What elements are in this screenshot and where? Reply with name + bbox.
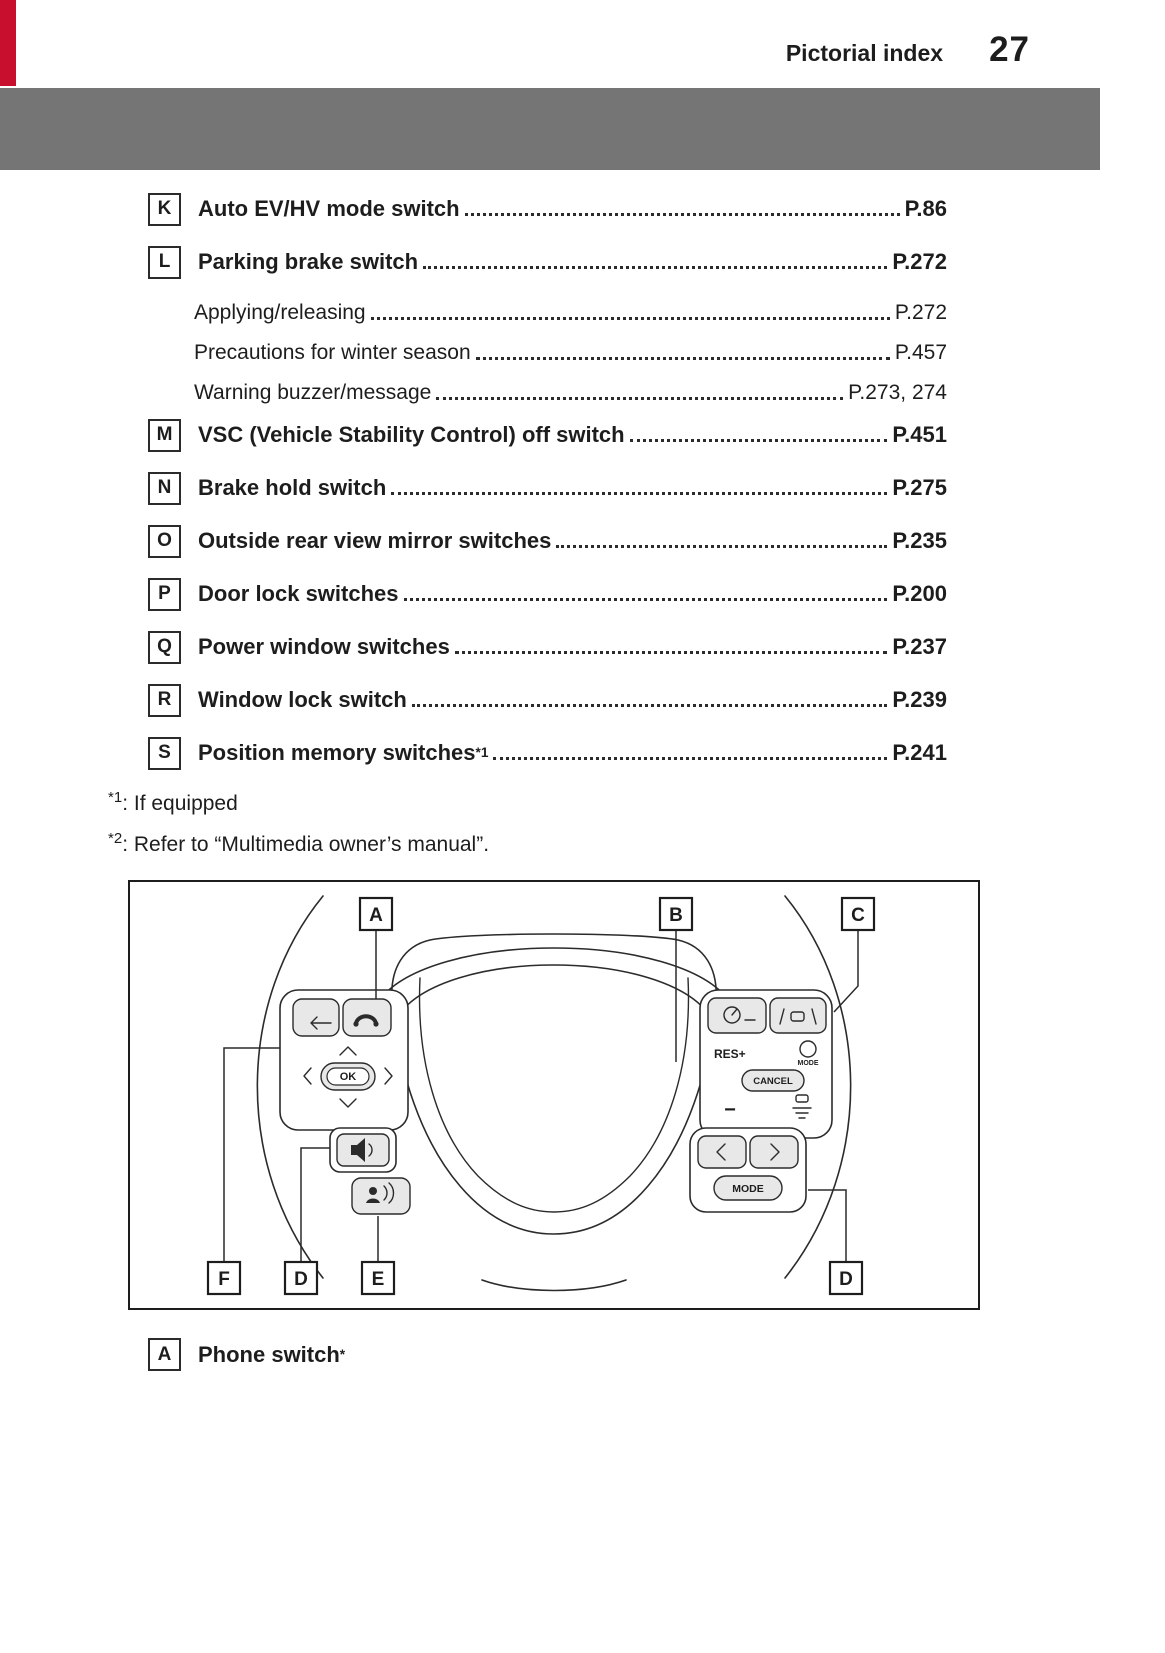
entry-label: Parking brake switch — [198, 249, 419, 274]
subentry-page-ref: P.457 — [894, 341, 947, 364]
index-subentry — [194, 338, 947, 368]
dot-leader — [630, 439, 888, 442]
caption-letter-box: A — [148, 1338, 181, 1371]
dot-leader — [465, 213, 900, 216]
dot-leader — [371, 317, 890, 320]
drive-mode-label: MODE — [797, 1060, 819, 1067]
callout-letter-b: B — [669, 905, 683, 926]
entry-label: Window lock switch — [198, 687, 407, 712]
dot-leader — [476, 357, 890, 360]
callout-letter-c: C — [851, 905, 865, 926]
entry-page-ref: P.86 — [904, 196, 947, 221]
left-switch-cluster — [280, 990, 408, 1130]
audio-mode-cluster — [690, 1128, 806, 1212]
page-number: 27 — [989, 30, 1030, 69]
dot-leader — [455, 651, 888, 654]
index-entry-p — [148, 577, 947, 611]
entry-letter-box: N — [148, 472, 181, 505]
entry-label: Door lock switches — [198, 581, 399, 606]
index-entry-q — [148, 630, 947, 664]
seek-back-button — [698, 1136, 746, 1168]
subentry-page-ref: P.272 — [894, 301, 947, 324]
dot-leader — [404, 598, 888, 601]
footnote-marker: *1 — [108, 789, 123, 806]
rim-top-outer — [378, 948, 730, 1002]
caption-label: Phone switch — [198, 1341, 340, 1367]
footnote-marker: *2 — [108, 830, 123, 847]
rim-bottom-arc — [482, 1280, 626, 1291]
dot-leader — [412, 704, 888, 707]
volume-switch-cluster — [330, 1128, 410, 1214]
index-entry-o — [148, 524, 947, 558]
callout-letter-a: A — [369, 905, 383, 926]
dot-leader — [436, 397, 843, 400]
leader-line-f — [224, 1048, 280, 1262]
cancel-button-label: CANCEL — [753, 1076, 793, 1087]
entry-letter-box: O — [148, 525, 181, 558]
figure-caption: A Phone switch * — [148, 1338, 1165, 1371]
subentry-label: Applying/releasing — [194, 301, 366, 324]
entry-page-ref: P.272 — [892, 249, 947, 274]
header-title: Pictorial index — [785, 40, 944, 66]
footnote-text: : Refer to “Multimedia owner’s manual”. — [122, 833, 490, 856]
mode-button-label: MODE — [732, 1183, 764, 1195]
entry-letter-box: L — [148, 246, 181, 279]
subentry-label: Precautions for winter season — [194, 341, 471, 364]
subentry-label: Warning buzzer/message — [194, 381, 432, 404]
seek-forward-button — [750, 1136, 798, 1168]
set-minus-label: − — [724, 1099, 736, 1121]
rim-top-inner — [398, 965, 710, 1016]
steering-wheel-diagram — [130, 882, 978, 1308]
dot-leader — [423, 266, 887, 269]
index-entry-m — [148, 418, 947, 452]
index-subentry — [194, 378, 947, 408]
entry-label: VSC (Vehicle Stability Control) off switch — [198, 422, 625, 447]
leader-line-c — [834, 930, 858, 1012]
subentry-page-ref: P.273, 274 — [848, 381, 947, 404]
entry-page-ref: P.239 — [892, 687, 947, 712]
entry-letter-box: K — [148, 193, 181, 226]
index-entry-k — [148, 192, 947, 226]
cruise-control-button — [708, 998, 766, 1033]
index-subentry — [194, 298, 947, 328]
res-plus-label: RES+ — [714, 1047, 746, 1061]
footnotes — [108, 789, 1165, 860]
entry-page-ref: P.237 — [892, 634, 947, 659]
footnote-1 — [108, 789, 1165, 819]
ok-button-label: OK — [339, 1071, 357, 1083]
entry-label: Brake hold switch — [198, 475, 387, 500]
entry-label: Outside rear view mirror switches — [198, 528, 552, 553]
dot-leader — [556, 545, 887, 548]
index-entry-n — [148, 471, 947, 505]
entry-letter-box: Q — [148, 631, 181, 664]
airbag-pad-inner-line — [420, 978, 689, 1212]
entry-page-ref: P.200 — [892, 581, 947, 606]
entry-page-ref: P.451 — [892, 422, 947, 447]
entry-letter-box: M — [148, 419, 181, 452]
right-switch-cluster — [700, 990, 832, 1138]
entry-page-ref: P.275 — [892, 475, 947, 500]
index-entry-l — [148, 245, 947, 279]
entry-page-ref: P.235 — [892, 528, 947, 553]
section-band — [0, 88, 1100, 170]
entry-letter-box: S — [148, 737, 181, 770]
steering-wheel-figure — [128, 880, 980, 1310]
footnote-text: : If equipped — [122, 792, 238, 815]
leader-line-d-left — [301, 1148, 330, 1262]
entry-letter-box: P — [148, 578, 181, 611]
airbag-pad-outline — [392, 934, 716, 1234]
entry-label: Auto EV/HV mode switch — [198, 196, 460, 221]
entry-page-ref: P.241 — [892, 740, 947, 765]
page-edge-tab — [0, 0, 16, 86]
entry-label: Power window switches — [198, 634, 450, 659]
callout-letter-d-left: D — [294, 1269, 308, 1290]
leader-line-d-right — [808, 1190, 846, 1262]
index-entry-s: S Position memory switches *1 P.241 — [148, 736, 947, 770]
dot-leader — [391, 492, 887, 495]
voice-command-button — [352, 1178, 410, 1214]
page-header — [0, 0, 1165, 88]
pictorial-index-list — [148, 192, 947, 770]
entry-label: Position memory switches — [198, 740, 476, 765]
entry-letter-box: R — [148, 684, 181, 717]
lane-assist-button — [770, 998, 826, 1033]
footnote-2 — [108, 830, 1165, 860]
dot-leader — [493, 757, 887, 760]
index-entry-r — [148, 683, 947, 717]
callout-letter-d-right: D — [839, 1269, 853, 1290]
callout-letter-e: E — [371, 1269, 385, 1290]
callout-letter-f: F — [218, 1269, 230, 1290]
